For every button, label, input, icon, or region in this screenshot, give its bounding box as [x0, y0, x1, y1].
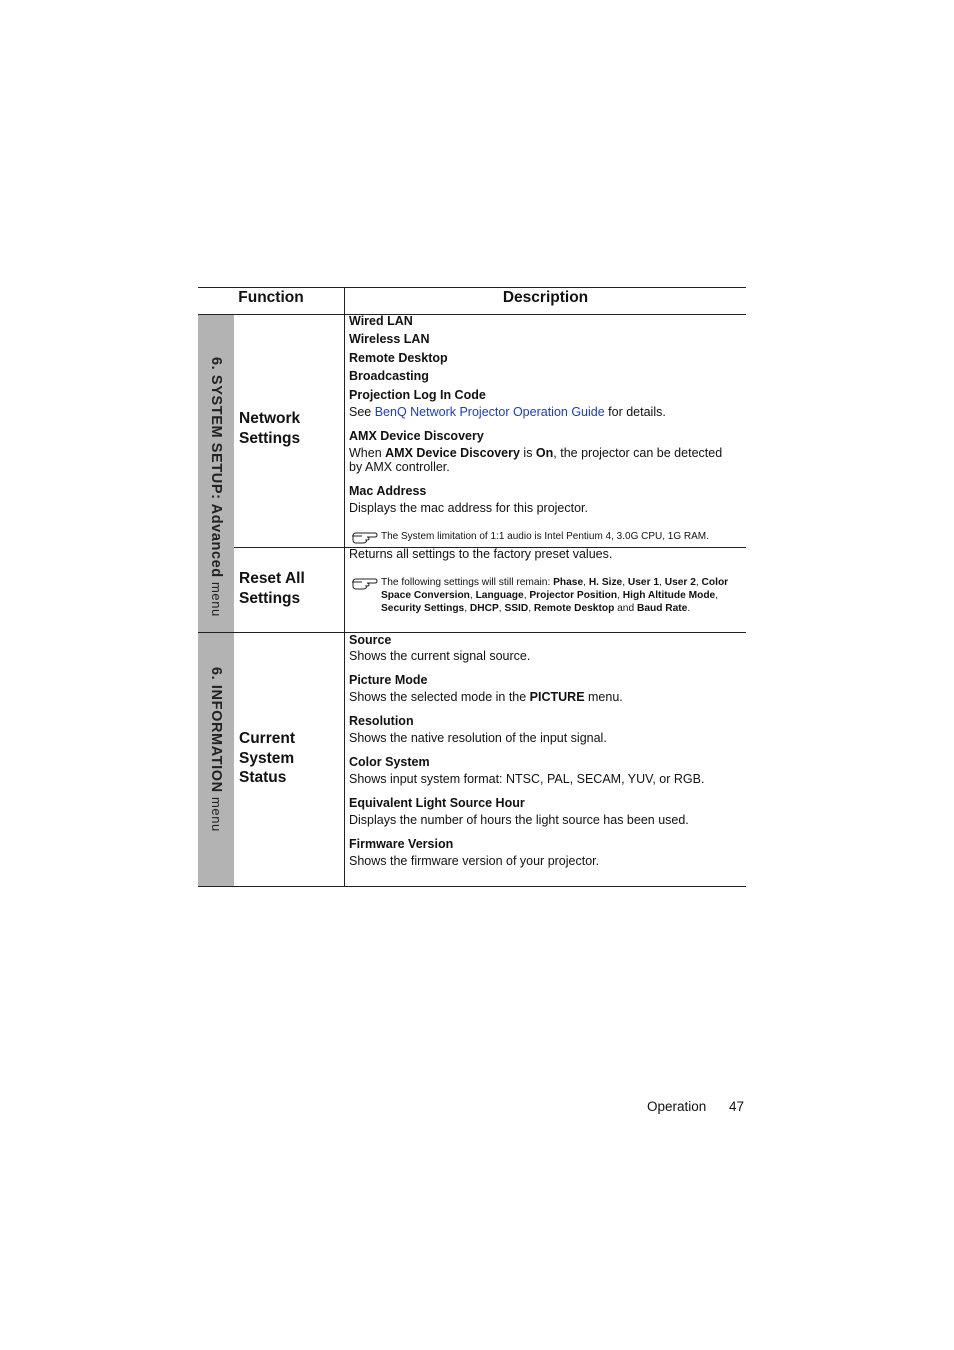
- hand-pointing-note-icon: [351, 530, 378, 544]
- function-current-system-status: Current System Status: [239, 730, 295, 786]
- function-network-settings: Network Settings: [239, 410, 301, 447]
- item-title: Firmware Version: [349, 837, 454, 851]
- hand-pointing-note-icon: [351, 576, 378, 590]
- system-setup-menu-band: [198, 315, 234, 632]
- item-title: Wired LAN: [349, 314, 413, 328]
- item-text: Shows the current signal source.: [349, 649, 531, 663]
- item-title: Resolution: [349, 714, 414, 728]
- item-text: See BenQ Network Projector Operation Guide for details.: [349, 405, 666, 419]
- item-title: Color System: [349, 755, 430, 769]
- footer-section-name: Operation: [647, 1099, 707, 1114]
- note: The System limitation of 1:1 audio is Intel Pentium 4, 3.0G CPU, 1G RAM.: [351, 530, 743, 545]
- item-title: Source: [349, 633, 392, 647]
- section-divider: [198, 632, 746, 633]
- item-text: Displays the mac address for this projector.: [349, 501, 588, 515]
- item-title: Mac Address: [349, 484, 427, 498]
- item-title: Equivalent Light Source Hour: [349, 796, 525, 810]
- column-divider: [344, 287, 345, 887]
- item-title: Wireless LAN: [349, 332, 430, 346]
- note: The following settings will still remain: Phase, H. Size, User 1, User 2, Color Space Conversion, Language, Projector Position, High Altitude Mode, Security Settings, DHCP, SSID, Remote Desktop and Baud Rate.: [351, 576, 743, 591]
- item-text: Shows input system format: NTSC, PAL, SECAM, YUV, or RGB.: [349, 772, 705, 786]
- header-bottom-rule: [198, 314, 746, 315]
- item-title: Broadcasting: [349, 369, 429, 383]
- item-title: AMX Device Discovery: [349, 429, 484, 443]
- table-bottom-rule: [198, 886, 746, 887]
- information-menu-band: [198, 633, 234, 886]
- item-text: Displays the number of hours the light source has been used.: [349, 813, 689, 827]
- item-text: Returns all settings to the factory preset values.: [349, 547, 613, 561]
- description-column-header: Description: [502, 289, 589, 306]
- function-reset-all-settings: Reset All Settings: [239, 570, 305, 607]
- page-number: 47: [729, 1099, 745, 1114]
- item-text: When AMX Device Discovery is On, the projector can be detected: [349, 446, 723, 460]
- menu-label: 6. INFORMATION menu: [208, 667, 224, 832]
- item-text: Shows the firmware version of your projector.: [349, 854, 600, 868]
- menu-label: 6. SYSTEM SETUP: Advanced menu: [208, 357, 224, 617]
- item-text: Shows the selected mode in the PICTURE menu.: [349, 690, 623, 704]
- table-top-rule: [198, 287, 746, 288]
- network-guide-link[interactable]: BenQ Network Projector Operation Guide: [374, 405, 605, 419]
- function-column-header: Function: [238, 289, 304, 306]
- item-title: Projection Log In Code: [349, 388, 486, 402]
- item-title: Remote Desktop: [349, 351, 448, 365]
- item-title: Picture Mode: [349, 673, 428, 687]
- item-text: Shows the native resolution of the input signal.: [349, 731, 607, 745]
- item-text: by AMX controller.: [349, 460, 450, 474]
